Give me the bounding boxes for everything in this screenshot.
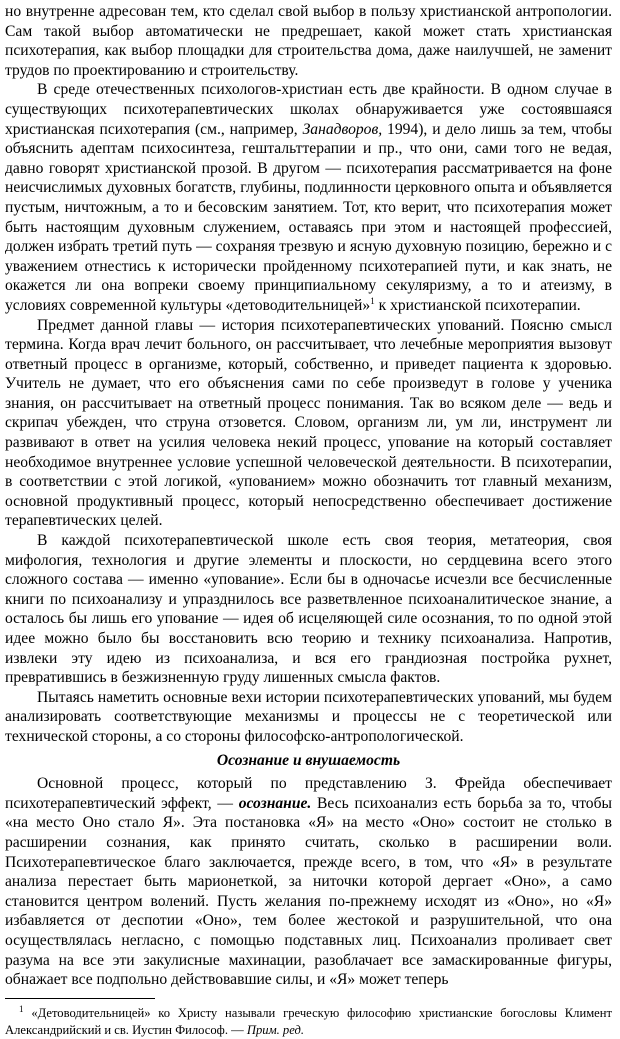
paragraph-2-text-a: В среде отечественных психологов-христиан есть две крайности. В одном случае в существующих психотерапевтических школах обнаруживается уже состоявшаяся христианская психотерапия (см., например, bbox=[5, 81, 612, 138]
footnote-text: «Детоводительницей» ко Христу называли греческую философию христианские богословы Климент Александрийский и св. Иустин Философ. — bbox=[5, 1005, 613, 1037]
paragraph-5 bbox=[5, 688, 612, 747]
paragraph-3 bbox=[5, 316, 612, 532]
citation-author: Занадворов, bbox=[302, 120, 383, 138]
paragraph-2-text-b: 1994), и дело лишь за тем, чтобы объяснить адептам психосинтеза, гештальттерапии и пр., что они, сами того не ведая, давно говорят христианской прозой. В другом — психотерапия рассматривается на фоне неисчислимых духовных богатств, глубины, подлинности церковного опыта и объявляется пустым, ничтожным, а то и бесовским занятием. Тот, кто верит, что психотерапия может быть настоящим духовным служением, оставаясь при этом и настоящей профессией, должен избрать третий путь — сохраняя трезвую и ясную духовную позицию, бережно и с уважением отнестись к исторически пройденному психотерапией пути, и как знать, не окажется ли она вопреки своему принципиальному секуляризму, а то и атеизму, в условиях современной культуры «детоводительницей» bbox=[5, 120, 612, 314]
footnote-reference: 1 bbox=[370, 295, 375, 306]
key-term-awareness: осознание. bbox=[238, 794, 312, 812]
footnote-number: 1 bbox=[19, 1003, 24, 1014]
paragraph-2 bbox=[5, 80, 612, 315]
paragraph-3-text: Предмет данной главы — история психотерапевтических упований. Поясню смысл термина. Когда врач лечит больного, он рассчитывает, что лечебные мероприятия вызовут ответный процесс в организме, который, собственно, и приведет пациента к здоровью. Учитель не думает, что его объяснения сами по себе произведут в голове у ученика знания, он рассчитывает на ответный процесс понимания. Так во всяком деле — ведь и скрипач убежден, что струна отзовется. Словом, организм ли, ум ли, инструмент ли развивают в ответ на усилия человека некий процесс, упование на который составляет необходимое внутреннее условие успешной человеческой деятельности. В психотерапии, в соответствии с этой логикой, «упованием» можно обозначить тот главный механизм, основной продуктивный процесс, который непосредственно обеспечивает достижение терапевтических целей. bbox=[5, 316, 612, 530]
paragraph-1 bbox=[5, 2, 612, 80]
paragraph-6 bbox=[5, 774, 612, 990]
footnote bbox=[5, 1005, 612, 1039]
footnote-separator bbox=[5, 998, 155, 999]
paragraph-2-text-c: к христианской психотерапии. bbox=[374, 296, 581, 314]
paragraph-4-text: В каждой психотерапевтической школе есть своя теория, метатеория, своя мифология, технология и другие элементы и плоскости, но сердцевина всего этого сложного состава — именно «упование». Если бы в одночасье исчезли все бесчисленные книги по психоанализу и упразднилось все разветвленное психоаналитическое знание, а осталось бы лишь его упование — идея об исцеляющей силе осознания, то по одной этой идее можно было бы восстановить всю теорию и технику психоанализа. Напротив, извлеки эту идею из психоанализа, и вся его грандиозная постройка рухнет, превратившись в безжизненную груду лишенных смысла фактов. bbox=[5, 532, 612, 687]
paragraph-6-text-a: Основной процесс, который по представлению З. Фрейда обеспечивает психотерапевтический эффект, — bbox=[5, 775, 612, 812]
section-heading: Осознание и внушаемость bbox=[216, 751, 401, 769]
paragraph-6-text-b: Весь психоанализ есть борьба за то, чтобы «на место Оно стало Я». Эта постановка «Я» на место «Оно» состоит не столько в расширении сознания, как принято считать, сколько в расширении воли. Психотерапевтическое благо заключается, прежде всего, в том, что «Я» в результате анализа перестает быть марионеткой, за ниточки которой дергает «Оно», а само становится центром волений. Пусть желания по-прежнему исходят из «Оно», но «Я» избавляется от деспотии «Оно», тем более жестокой и разрушительной, что она осуществлялась негласно, с помощью подставных лиц. Психоанализ проливает свет разума на все эти закулисные махинации, разоблачает все замаскированные фигуры, обнажает все подпольно действовавшие силы, и «Я» может теперь bbox=[5, 794, 613, 989]
paragraph-1-text: но внутренне адресован тем, кто сделал свой выбор в пользу христианской антропологии. Сам такой выбор автоматически не предрешает, какой может стать христианская психотерапия, как выбор площадки для строительства дома, даже наилучшей, не заменит трудов по проектированию и строительству. bbox=[5, 3, 612, 79]
footnote-editor-note: Прим. ред. bbox=[246, 1022, 304, 1037]
paragraph-4 bbox=[5, 531, 612, 688]
paragraph-5-text: Пытаясь наметить основные вехи истории психотерапевтических упований, мы будем анализировать соответствующие механизмы и процессы не с теоретической или технической стороны, а со стороны философско-антропологической. bbox=[5, 688, 612, 745]
